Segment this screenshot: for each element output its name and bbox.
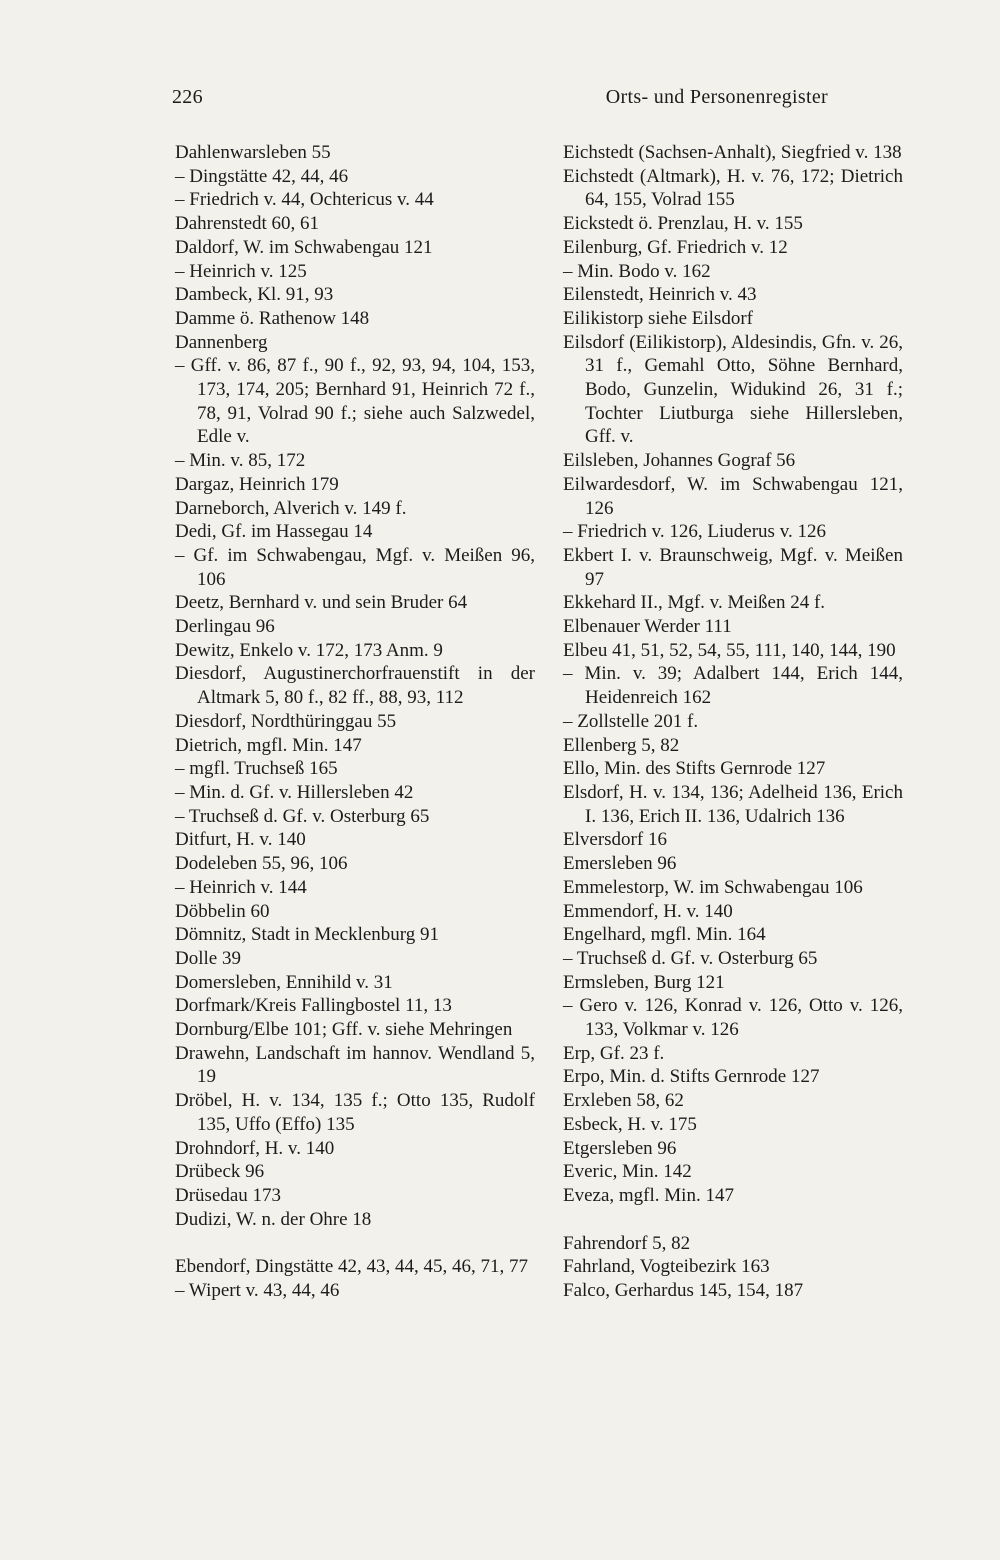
page-number: 226 <box>172 86 203 108</box>
index-entry: – Min. v. 85, 172 <box>175 450 306 472</box>
index-entry: – mgfl. Truchseß 165 <box>175 758 338 780</box>
index-entry: – Heinrich v. 144 <box>175 876 307 898</box>
section-gap <box>175 1231 535 1255</box>
index-entry: Döbbelin 60 <box>175 900 270 922</box>
index-entry: Eilenstedt, Heinrich v. 43 <box>563 284 757 306</box>
index-entry: Ermsleben, Burg 121 <box>563 971 725 993</box>
index-entry: – Wipert v. 43, 44, 46 <box>175 1280 340 1302</box>
index-entry: Ebendorf, Dingstätte 42, 43, 44, 45, 46, 71, 77 <box>175 1256 529 1278</box>
index-entry: – Min. d. Gf. v. Hillersleben 42 <box>175 781 414 803</box>
index-entry: Eickstedt ö. Prenzlau, H. v. 155 <box>563 213 803 235</box>
index-entry: Dahlenwarsleben 55 <box>175 142 331 163</box>
index-entry: Drawehn, Landschaft im hannov. Wendland 5, 19 <box>175 1042 535 1088</box>
index-entry: Fahrendorf 5, 82 <box>563 1232 691 1254</box>
index-entry: Fahrland, Vogteibezirk 163 <box>563 1256 770 1278</box>
index-entry: Deetz, Bernhard v. und sein Bruder 64 <box>175 592 468 614</box>
index-entry: Ditfurt, H. v. 140 <box>175 829 306 851</box>
index-entry: Erpo, Min. d. Stifts Gernrode 127 <box>563 1066 820 1088</box>
index-entry: Erp, Gf. 23 f. <box>563 1042 665 1064</box>
index-entry: Dröbel, H. v. 134, 135 f.; Otto 135, Rudolf 135, Uffo (Effo) 135 <box>175 1090 535 1135</box>
index-entry: Dömnitz, Stadt in Mecklenburg 91 <box>175 924 440 946</box>
index-entry: Engelhard, mgfl. Min. 164 <box>563 924 766 946</box>
index-entry: – Gff. v. 86, 87 f., 90 f., 92, 93, 94, 104, 153, 173, 174, 205; Bernhard 91, Heinrich 72 f., 78, 91, Volrad 90 f.; siehe auch Salzwedel, Edle v. <box>175 355 535 448</box>
index-entry: Damme ö. Rathenow 148 <box>175 307 370 329</box>
index-entry: Emmelestorp, W. im Schwabengau 106 <box>563 876 863 898</box>
index-entry: Eveza, mgfl. Min. 147 <box>563 1184 734 1206</box>
section-gap <box>563 1208 903 1232</box>
index-entry: Esbeck, H. v. 175 <box>563 1113 697 1135</box>
index-entry: Elsdorf, H. v. 134, 136; Adelheid 136, Erich I. 136, Erich II. 136, Udalrich 136 <box>563 781 903 827</box>
index-entry: Elbeu 41, 51, 52, 54, 55, 111, 140, 144, 190 <box>563 639 896 661</box>
index-entry: Ellenberg 5, 82 <box>563 734 680 756</box>
page-header <box>172 86 828 120</box>
index-entry: Dudizi, W. n. der Ohre 18 <box>175 1208 372 1230</box>
index-entry: – Zollstelle 201 f. <box>563 710 699 732</box>
index-entry: Drohndorf, H. v. 140 <box>175 1137 335 1159</box>
index-entry: Eilwardesdorf, W. im Schwabengau 121, 126 <box>563 473 903 519</box>
index-entry: Ello, Min. des Stifts Gernrode 127 <box>563 758 826 780</box>
index-entry: – Min. Bodo v. 162 <box>563 260 711 282</box>
index-entry: Dornburg/Elbe 101; Gff. v. siehe Mehringen <box>175 1019 513 1041</box>
index-entry: Eilsdorf (Eilikistorp), Aldesindis, Gfn. v. 26, 31 f., Gemahl Otto, Söhne Bernhard, Bodo, Gunzelin, Widukind 26, 31 f.; Tochter Liutburga siehe Hillersleben, Gff. v. <box>563 331 903 448</box>
index-entry: Dahrenstedt 60, 61 <box>175 213 320 235</box>
index-entry: Darneborch, Alverich v. 149 f. <box>175 497 407 519</box>
index-entry: – Friedrich v. 126, Liuderus v. 126 <box>563 521 826 543</box>
index-entry: – Gf. im Schwabengau, Mgf. v. Meißen 96, 106 <box>175 544 535 590</box>
index-entry: Erxleben 58, 62 <box>563 1090 684 1112</box>
index-entry: – Min. v. 39; Adalbert 144, Erich 144, Heidenreich 162 <box>563 663 903 709</box>
index-entry: Etgersleben 96 <box>563 1137 677 1159</box>
index-entry: Elbenauer Werder 111 <box>563 616 732 638</box>
index-entry: Diesdorf, Nordthüringgau 55 <box>175 710 397 732</box>
index-entry: Eichstedt (Altmark), H. v. 76, 172; Dietrich 64, 155, Volrad 155 <box>563 165 903 211</box>
index-entry: Dodeleben 55, 96, 106 <box>175 853 348 875</box>
index-entry: Eichstedt (Sachsen-Anhalt), Siegfried v. 138 <box>563 142 902 163</box>
running-title: Orts- und Personenregister <box>605 86 828 108</box>
index-entry: Dannenberg <box>175 331 268 353</box>
index-entry: Dietrich, mgfl. Min. 147 <box>175 734 362 756</box>
index-entry: Ekkehard II., Mgf. v. Meißen 24 f. <box>563 592 826 614</box>
index-entry: – Gero v. 126, Konrad v. 126, Otto v. 126, 133, Volkmar v. 126 <box>563 995 903 1041</box>
index-entry: Dorfmark/Kreis Fallingbostel 11, 13 <box>175 995 452 1017</box>
index-entry: Eilikistorp siehe Eilsdorf <box>563 307 753 329</box>
index-entry: Everic, Min. 142 <box>563 1161 692 1183</box>
index-entry: Dambeck, Kl. 91, 93 <box>175 284 334 306</box>
index-entry: Eilsleben, Johannes Gograf 56 <box>563 450 796 472</box>
index-entry: Dewitz, Enkelo v. 172, 173 Anm. 9 <box>175 639 443 661</box>
index-entry: Ekbert I. v. Braunschweig, Mgf. v. Meißen 97 <box>563 544 903 590</box>
index-entry: Drübeck 96 <box>175 1161 265 1183</box>
index-entry: – Dingstätte 42, 44, 46 <box>175 165 349 187</box>
index-entry: Emersleben 96 <box>563 853 677 875</box>
index-entry: Drüsedau 173 <box>175 1184 282 1206</box>
index-entry: Domersleben, Ennihild v. 31 <box>175 971 393 993</box>
index-entry: – Friedrich v. 44, Ochtericus v. 44 <box>175 189 434 211</box>
index-entry: Daldorf, W. im Schwabengau 121 <box>175 236 433 258</box>
index-entry: – Truchseß d. Gf. v. Osterburg 65 <box>175 805 430 827</box>
index-entry: Dedi, Gf. im Hassegau 14 <box>175 521 373 543</box>
index-entry: Dolle 39 <box>175 947 241 969</box>
index-entry: – Truchseß d. Gf. v. Osterburg 65 <box>563 947 818 969</box>
index-entry: Diesdorf, Augustinerchorfrauenstift in der Altmark 5, 80 f., 82 ff., 88, 93, 112 <box>175 663 535 709</box>
index-entry: Eilenburg, Gf. Friedrich v. 12 <box>563 236 788 258</box>
index-column-right <box>563 141 903 1303</box>
index-entry: Elversdorf 16 <box>563 829 667 851</box>
index-entry: – Heinrich v. 125 <box>175 260 307 282</box>
index-entry: Dargaz, Heinrich 179 <box>175 473 339 495</box>
index-column-left <box>175 141 535 1303</box>
index-entry: Derlingau 96 <box>175 616 275 638</box>
index-entry: Falco, Gerhardus 145, 154, 187 <box>563 1280 804 1302</box>
index-entry: Emmendorf, H. v. 140 <box>563 900 733 922</box>
